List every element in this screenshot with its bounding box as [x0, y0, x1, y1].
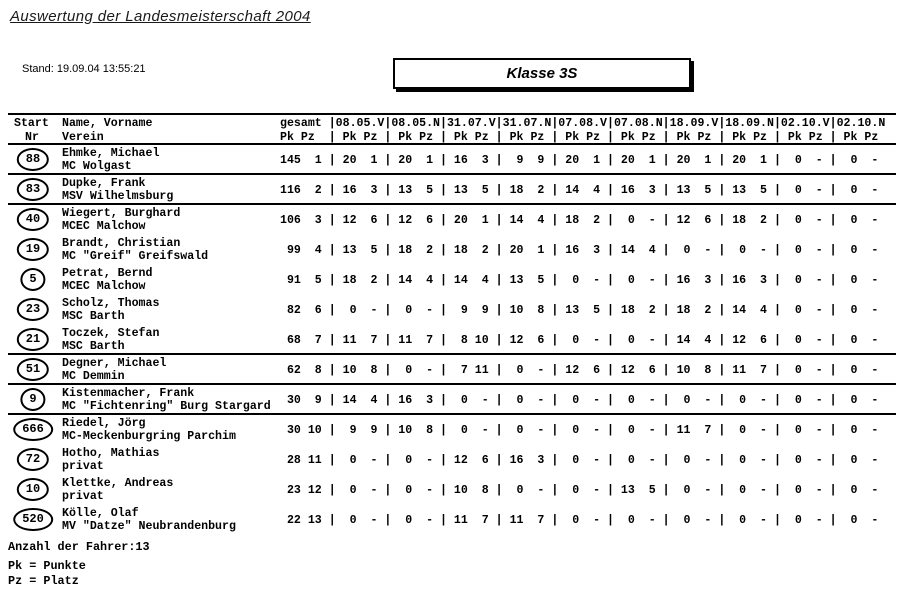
driver-name: Brandt, Christian	[62, 237, 181, 250]
driver-name: Kistenmacher, Frank	[62, 387, 195, 400]
table-body	[8, 145, 896, 535]
points-places-values: 28 11 | 0 - | 0 - | 12 6 | 16 3 | 0 - | 0 - | 0 - | 0 - | 0 - | 0 -	[280, 454, 886, 467]
driver-name: Ehmke, Michael	[62, 147, 160, 160]
stand-timestamp: Stand: 19.09.04 13:55:21	[22, 63, 146, 75]
driver-club: privat	[62, 460, 104, 473]
driver-club: MC Demmin	[62, 370, 125, 383]
driver-name: Wiegert, Burghard	[62, 207, 181, 220]
points-places-values: 106 3 | 12 6 | 12 6 | 20 1 | 14 4 | 18 2 | 0 - | 12 6 | 18 2 | 0 - | 0 -	[280, 214, 886, 227]
points-places-values: 68 7 | 11 7 | 11 7 | 8 10 | 12 6 | 0 - | 0 - | 14 4 | 12 6 | 0 - | 0 -	[280, 334, 886, 347]
start-number-badge: 23	[17, 298, 49, 321]
driver-club: MC "Fichtenring" Burg Stargard	[62, 400, 271, 413]
start-number-badge: 5	[20, 268, 45, 291]
driver-club: MCEC Malchow	[62, 280, 146, 293]
start-number-badge: 40	[17, 208, 49, 231]
driver-name: Scholz, Thomas	[62, 297, 160, 310]
points-places-values: 23 12 | 0 - | 0 - | 10 8 | 0 - | 0 - | 13 5 | 0 - | 0 - | 0 - | 0 -	[280, 484, 886, 497]
legend-pk: Pk = Punkte	[8, 559, 86, 573]
points-places-values: 22 13 | 0 - | 0 - | 11 7 | 11 7 | 0 - | 0 - | 0 - | 0 - | 0 - | 0 -	[280, 514, 886, 527]
table-row	[8, 205, 896, 235]
driver-name: Kölle, Olaf	[62, 507, 139, 520]
table-row	[8, 385, 896, 415]
driver-name: Petrat, Bernd	[62, 267, 153, 280]
table-row	[8, 505, 896, 535]
column-subheaders-pk-pz: Pk Pz | Pk Pz | Pk Pz | Pk Pz | Pk Pz | Pk Pz | Pk Pz | Pk Pz | Pk Pz | Pk Pz | Pk Pz	[280, 131, 886, 144]
start-number-badge: 72	[17, 448, 49, 471]
column-headers-race-dates: gesamt |08.05.V|08.05.N|31.07.V|31.07.N|07.08.V|07.08.N|18.09.V|18.09.N|02.10.V|02.10.N	[280, 117, 886, 130]
table-row	[8, 265, 896, 295]
driver-club: MSC Barth	[62, 340, 125, 353]
driver-name: Toczek, Stefan	[62, 327, 160, 340]
driver-count: Anzahl der Fahrer:13	[8, 540, 150, 554]
driver-club: privat	[62, 490, 104, 503]
points-places-values: 30 10 | 9 9 | 10 8 | 0 - | 0 - | 0 - | 0 - | 11 7 | 0 - | 0 - | 0 -	[280, 424, 886, 437]
start-number-badge: 10	[17, 478, 49, 501]
table-row	[8, 235, 896, 265]
driver-name: Dupke, Frank	[62, 177, 146, 190]
start-number-badge: 19	[17, 238, 49, 261]
points-places-values: 116 2 | 16 3 | 13 5 | 13 5 | 18 2 | 14 4 | 16 3 | 13 5 | 13 5 | 0 - | 0 -	[280, 184, 886, 197]
driver-name: Degner, Michael	[62, 357, 167, 370]
driver-club: MSV Wilhelmsburg	[62, 190, 174, 203]
start-number-badge: 666	[13, 418, 53, 441]
points-places-values: 62 8 | 10 8 | 0 - | 7 11 | 0 - | 12 6 | 12 6 | 10 8 | 11 7 | 0 - | 0 -	[280, 364, 886, 377]
table-row	[8, 175, 896, 205]
points-places-values: 82 6 | 0 - | 0 - | 9 9 | 10 8 | 13 5 | 18 2 | 18 2 | 14 4 | 0 - | 0 -	[280, 304, 886, 317]
start-number-badge: 520	[13, 508, 53, 531]
points-places-values: 145 1 | 20 1 | 20 1 | 16 3 | 9 9 | 20 1 | 20 1 | 20 1 | 20 1 | 0 - | 0 -	[280, 154, 886, 167]
driver-club: MV "Datze" Neubrandenburg	[62, 520, 236, 533]
driver-club: MCEC Malchow	[62, 220, 146, 233]
class-label: Klasse 3S	[506, 65, 578, 82]
column-header-start: Start	[14, 117, 49, 130]
start-number-badge: 88	[17, 148, 49, 171]
column-header-name: Name, Vorname	[62, 117, 153, 130]
table-row	[8, 475, 896, 505]
start-number-badge: 51	[17, 358, 49, 381]
driver-club: MC-Meckenburgring Parchim	[62, 430, 236, 443]
table-row	[8, 415, 896, 445]
start-number-badge: 83	[17, 178, 49, 201]
class-label-box	[393, 58, 691, 89]
driver-name: Riedel, Jörg	[62, 417, 146, 430]
driver-name: Hotho, Mathias	[62, 447, 160, 460]
driver-club: MC "Greif" Greifswald	[62, 250, 209, 263]
table-row	[8, 145, 896, 175]
column-header-nr: Nr	[25, 131, 39, 144]
driver-club: MSC Barth	[62, 310, 125, 323]
legend-pz: Pz = Platz	[8, 574, 79, 588]
table-row	[8, 355, 896, 385]
points-places-values: 30 9 | 14 4 | 16 3 | 0 - | 0 - | 0 - | 0 - | 0 - | 0 - | 0 - | 0 -	[280, 394, 886, 407]
table-header	[8, 113, 896, 145]
points-places-values: 91 5 | 18 2 | 14 4 | 14 4 | 13 5 | 0 - | 0 - | 16 3 | 16 3 | 0 - | 0 -	[280, 274, 886, 287]
points-places-values: 99 4 | 13 5 | 18 2 | 18 2 | 20 1 | 16 3 | 14 4 | 0 - | 0 - | 0 - | 0 -	[280, 244, 886, 257]
column-header-verein: Verein	[62, 131, 104, 144]
table-row	[8, 295, 896, 325]
start-number-badge: 9	[20, 388, 45, 411]
table-row	[8, 445, 896, 475]
driver-club: MC Wolgast	[62, 160, 132, 173]
results-table	[8, 113, 896, 535]
driver-name: Klettke, Andreas	[62, 477, 174, 490]
start-number-badge: 21	[17, 328, 49, 351]
page-title: Auswertung der Landesmeisterschaft 2004	[10, 8, 311, 25]
table-row	[8, 325, 896, 355]
